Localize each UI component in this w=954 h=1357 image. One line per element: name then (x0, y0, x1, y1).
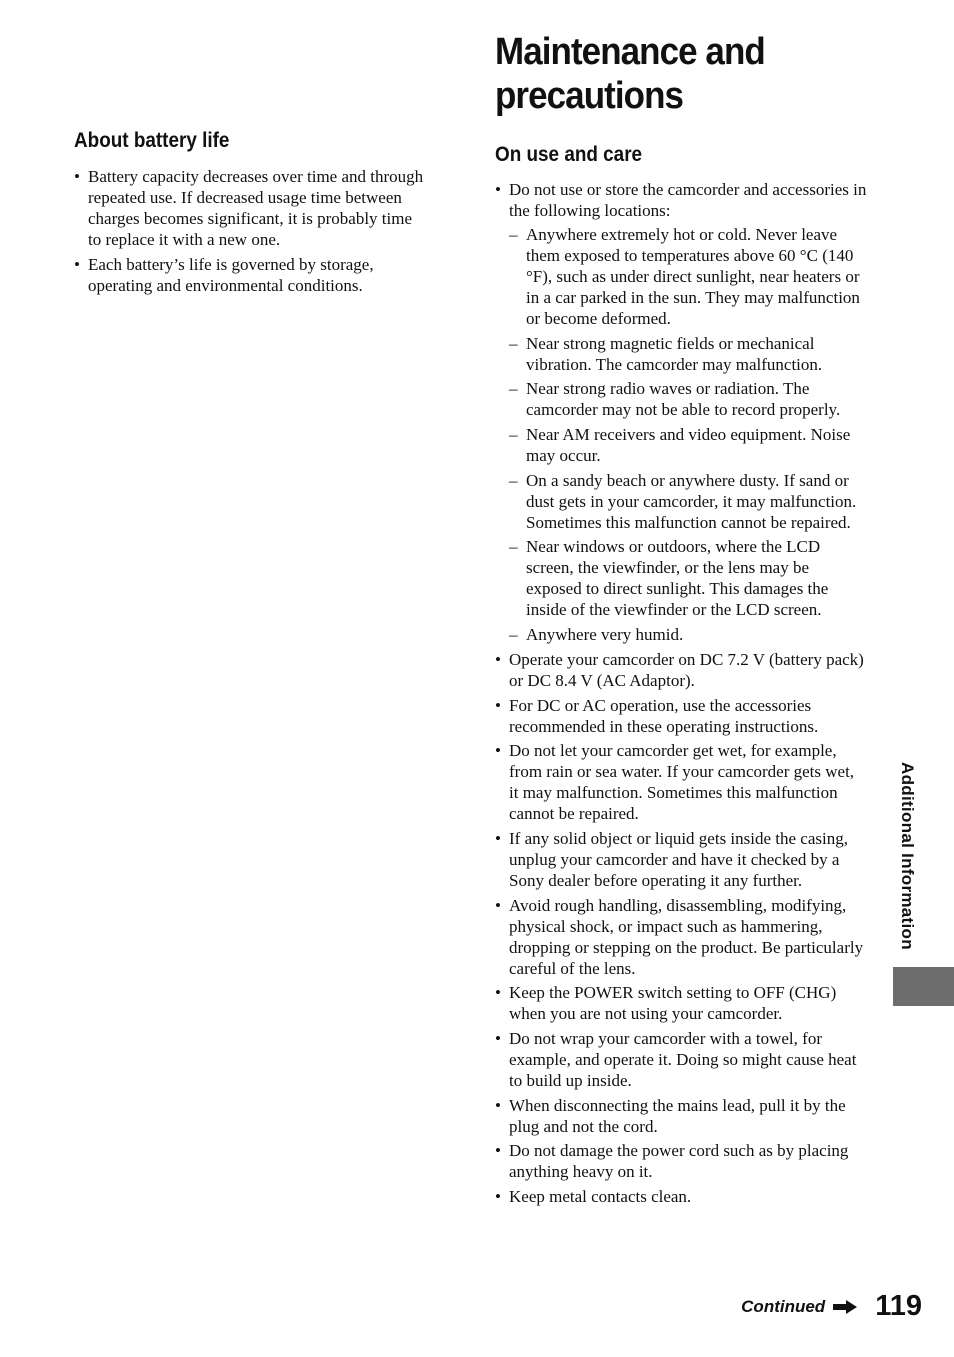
page-title-line-2: precautions (495, 75, 684, 117)
list-item: • Do not wrap your camcorder with a towel, for example, and operate it. Doing so might cause heat to build up inside. (495, 1028, 867, 1091)
on-use-and-care-heading: On use and care (495, 143, 643, 166)
list-item: • For DC or AC operation, use the accessories recommended in these operating instructions. (495, 695, 867, 737)
section-tab-label: Additional Information (898, 762, 917, 950)
right-arrow-icon (833, 1300, 857, 1314)
location-item: – Anywhere extremely hot or cold. Never leave them exposed to temperatures above 60 °C (140 °F), such as under direct sunlight, near heaters or in a car parked in the sun. They may malfunction or become deformed. (509, 224, 867, 329)
page-title-line-1: Maintenance and (495, 31, 765, 73)
locations-list (509, 224, 867, 645)
location-item: – Near strong radio waves or radiation. The camcorder may not be able to record properly. (509, 378, 867, 420)
list-item: • Do not let your camcorder get wet, for example, from rain or sea water. If your camcorder gets wet, it may malfunction. Sometimes this malfunction cannot be repaired. (495, 740, 867, 824)
list-item: • When disconnecting the mains lead, pull it by the plug and not the cord. (495, 1095, 867, 1137)
location-item: – On a sandy beach or anywhere dusty. If sand or dust gets in your camcorder, it may malfunction. Sometimes this malfunction cannot be repaired. (509, 470, 867, 533)
list-item: • Do not damage the power cord such as by placing anything heavy on it. (495, 1140, 867, 1182)
list-item: • Battery capacity decreases over time and through repeated use. If decreased usage time between charges becomes significant, it is probably time to replace it with a new one. (74, 166, 426, 250)
list-item: • Keep metal contacts clean. (495, 1186, 867, 1207)
battery-life-list (74, 166, 426, 296)
list-item: • Operate your camcorder on DC 7.2 V (battery pack) or DC 8.4 V (AC Adaptor). (495, 649, 867, 691)
location-item: – Near AM receivers and video equipment. Noise may occur. (509, 424, 867, 466)
list-item: • Keep the POWER switch setting to OFF (CHG) when you are not using your camcorder. (495, 982, 867, 1024)
list-item-intro (495, 179, 867, 645)
location-item: – Anywhere very humid. (509, 624, 867, 645)
list-item: • Each battery’s life is governed by storage, operating and environmental conditions. (74, 254, 426, 296)
right-column (495, 30, 867, 1211)
section-tab-marker (893, 967, 954, 1006)
continued-label: Continued (741, 1296, 826, 1316)
page-number: 119 (875, 1290, 922, 1322)
left-column (74, 128, 426, 300)
list-item: • Avoid rough handling, disassembling, modifying, physical shock, or impact such as hammering, dropping or stepping on the product. Be particularly careful of the lens. (495, 895, 867, 979)
intro-text: Do not use or store the camcorder and accessories in the following locations: (509, 180, 867, 220)
page-footer (741, 1290, 922, 1323)
location-item: – Near windows or outdoors, where the LCD screen, the viewfinder, or the lens may be exposed to direct sunlight. This damages the inside of the viewfinder or the LCD screen. (509, 536, 867, 620)
about-battery-life-heading: About battery life (74, 129, 230, 152)
use-and-care-list (495, 179, 867, 1207)
list-item: • If any solid object or liquid gets inside the casing, unplug your camcorder and have it checked by a Sony dealer before operating it any further. (495, 828, 867, 891)
location-item: – Near strong magnetic fields or mechanical vibration. The camcorder may malfunction. (509, 333, 867, 375)
page-title (495, 30, 837, 118)
